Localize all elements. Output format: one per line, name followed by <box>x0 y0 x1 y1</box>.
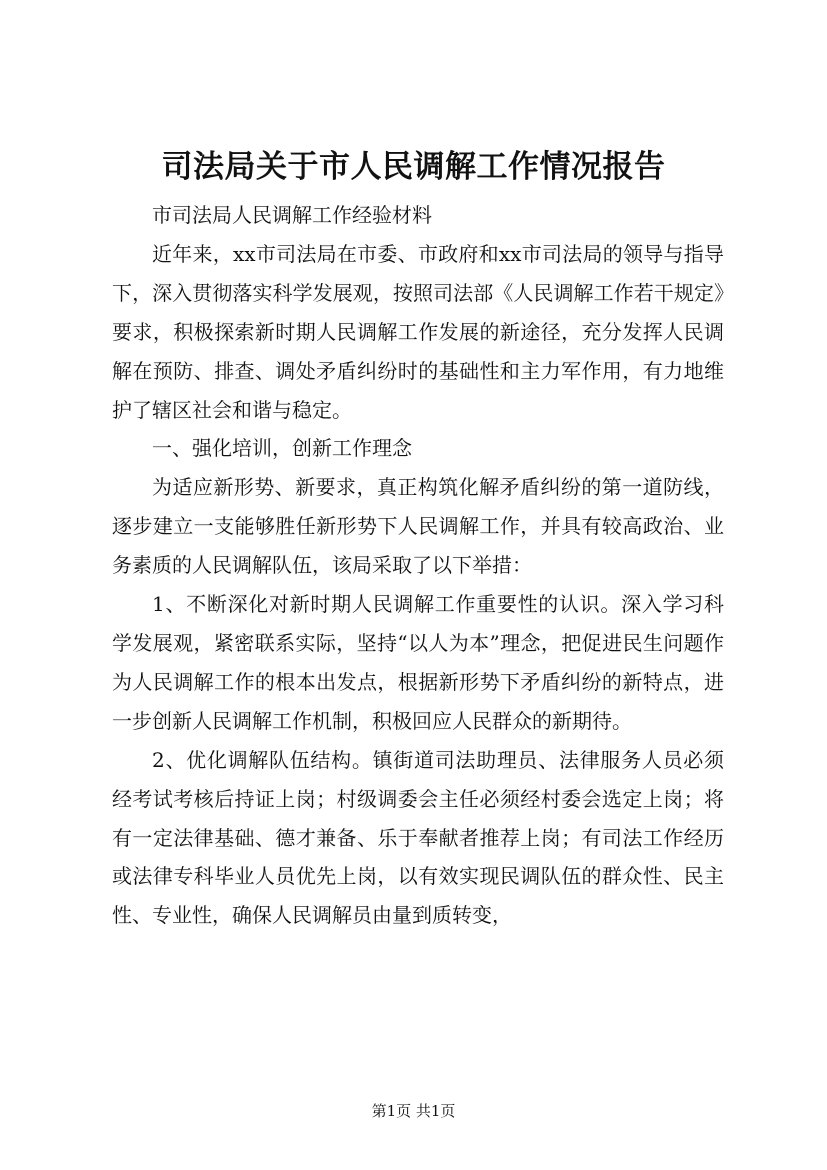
paragraph-subtitle: 市司法局人民调解工作经验材料 <box>152 203 432 227</box>
document-title: 司法局关于市人民调解工作情况报告 <box>161 149 666 185</box>
section-heading-1: 一、强化培训，创新工作理念 <box>152 436 412 461</box>
paragraph-intro: 近年来，xx市司法局在市委、市政府和xx市司法局的领导与指导下，深入贯彻落实科学发展观，按照司法部《人民调解工作若干规定》要求，积极探索新时期人民调解工作发展的新途径，充分发挥人民调解在预防、排查、调处矛盾纠纷时的基础性和主力军作用，有力地维护了辖区社会和谐与稳定。 <box>112 241 724 422</box>
paragraph-item-1: 1、不断深化对新时期人民调解工作重要性的认识。深入学习科学发展观，紧密联系实际，坚持“以人为本”理念，把促进民生问题作为人民调解工作的根本出发点，根据新形势下矛盾纠纷的新特点，进一步创新人民调解工作机制，积极回应人民群众的新期待。 <box>112 592 724 733</box>
page-footer: 第1页 共1页 <box>371 1102 456 1120</box>
document-body <box>112 196 724 935</box>
paragraph-section-1-intro: 为适应新形势、新要求，真正构筑化解矛盾纠纷的第一道防线，逐步建立一支能够胜任新形势下人民调解工作，并具有较高政治、业务素质的人民调解队伍，该局采取了以下举措： <box>112 475 724 578</box>
paragraph-item-2: 2、优化调解队伍结构。镇街道司法助理员、法律服务人员必须经考试考核后持证上岗；村级调委会主任必须经村委会选定上岗；将有一定法律基础、德才兼备、乐于奉献者推荐上岗；有司法工作经历或法律专科毕业人员优先上岗，以有效实现民调队伍的群众性、民主性、专业性，确保人民调解员由量到质转变， <box>112 747 724 928</box>
